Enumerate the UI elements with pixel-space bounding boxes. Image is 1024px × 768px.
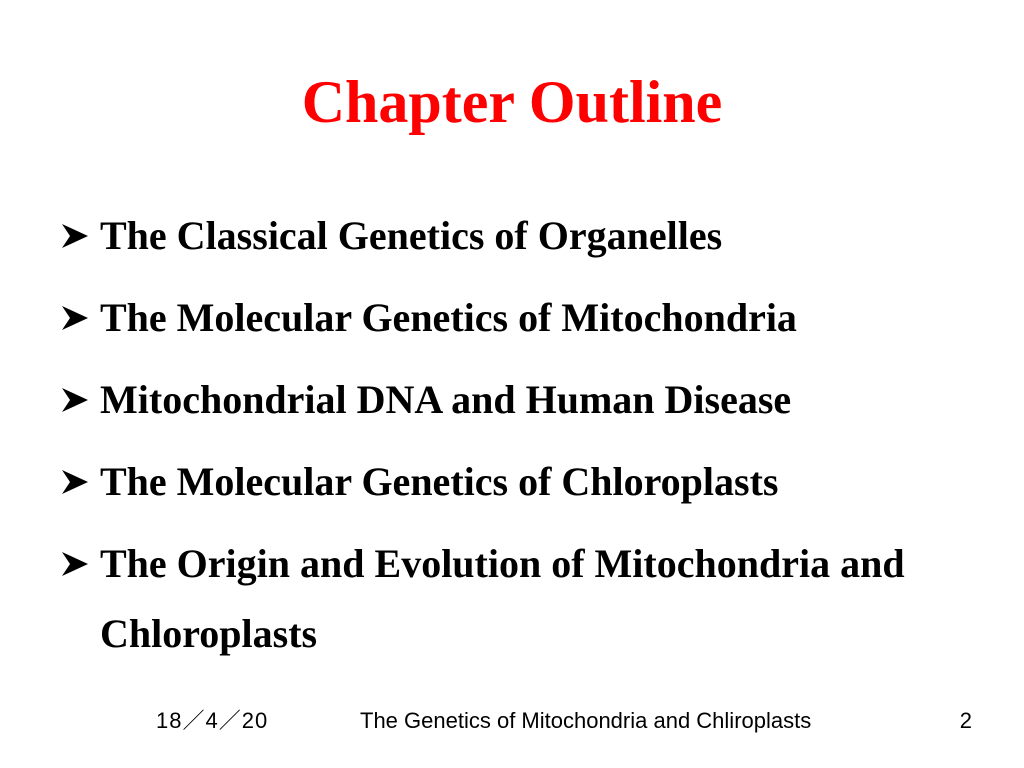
- outline-item-text: Mitochondrial DNA and Human Disease: [100, 377, 792, 422]
- outline-item: [60, 529, 990, 669]
- arrowhead-bullet-icon: [60, 201, 100, 271]
- arrowhead-bullet-icon: [60, 447, 100, 517]
- outline-list: [60, 201, 990, 669]
- slide-title: Chapter Outline: [301, 69, 723, 135]
- outline-item: [60, 365, 990, 447]
- arrowhead-bullet-icon: [60, 529, 100, 599]
- page-number: 2: [959, 708, 972, 733]
- outline-item: [60, 201, 990, 283]
- outline-item-text: The Origin and Evolution of Mitochondria and Chloroplasts: [100, 541, 905, 656]
- outline-item: [60, 283, 990, 365]
- outline-item: [60, 447, 990, 529]
- footer-title: The Genetics of Mitochondria and Chliroplasts: [360, 708, 812, 733]
- outline-item-text: The Molecular Genetics of Mitochondria: [100, 295, 797, 340]
- outline-item-text: The Classical Genetics of Organelles: [100, 213, 723, 258]
- outline-item-text: The Molecular Genetics of Chloroplasts: [100, 459, 779, 504]
- arrowhead-bullet-icon: [60, 283, 100, 353]
- footer-date: 18／4／20: [156, 708, 269, 733]
- arrowhead-bullet-icon: [60, 365, 100, 435]
